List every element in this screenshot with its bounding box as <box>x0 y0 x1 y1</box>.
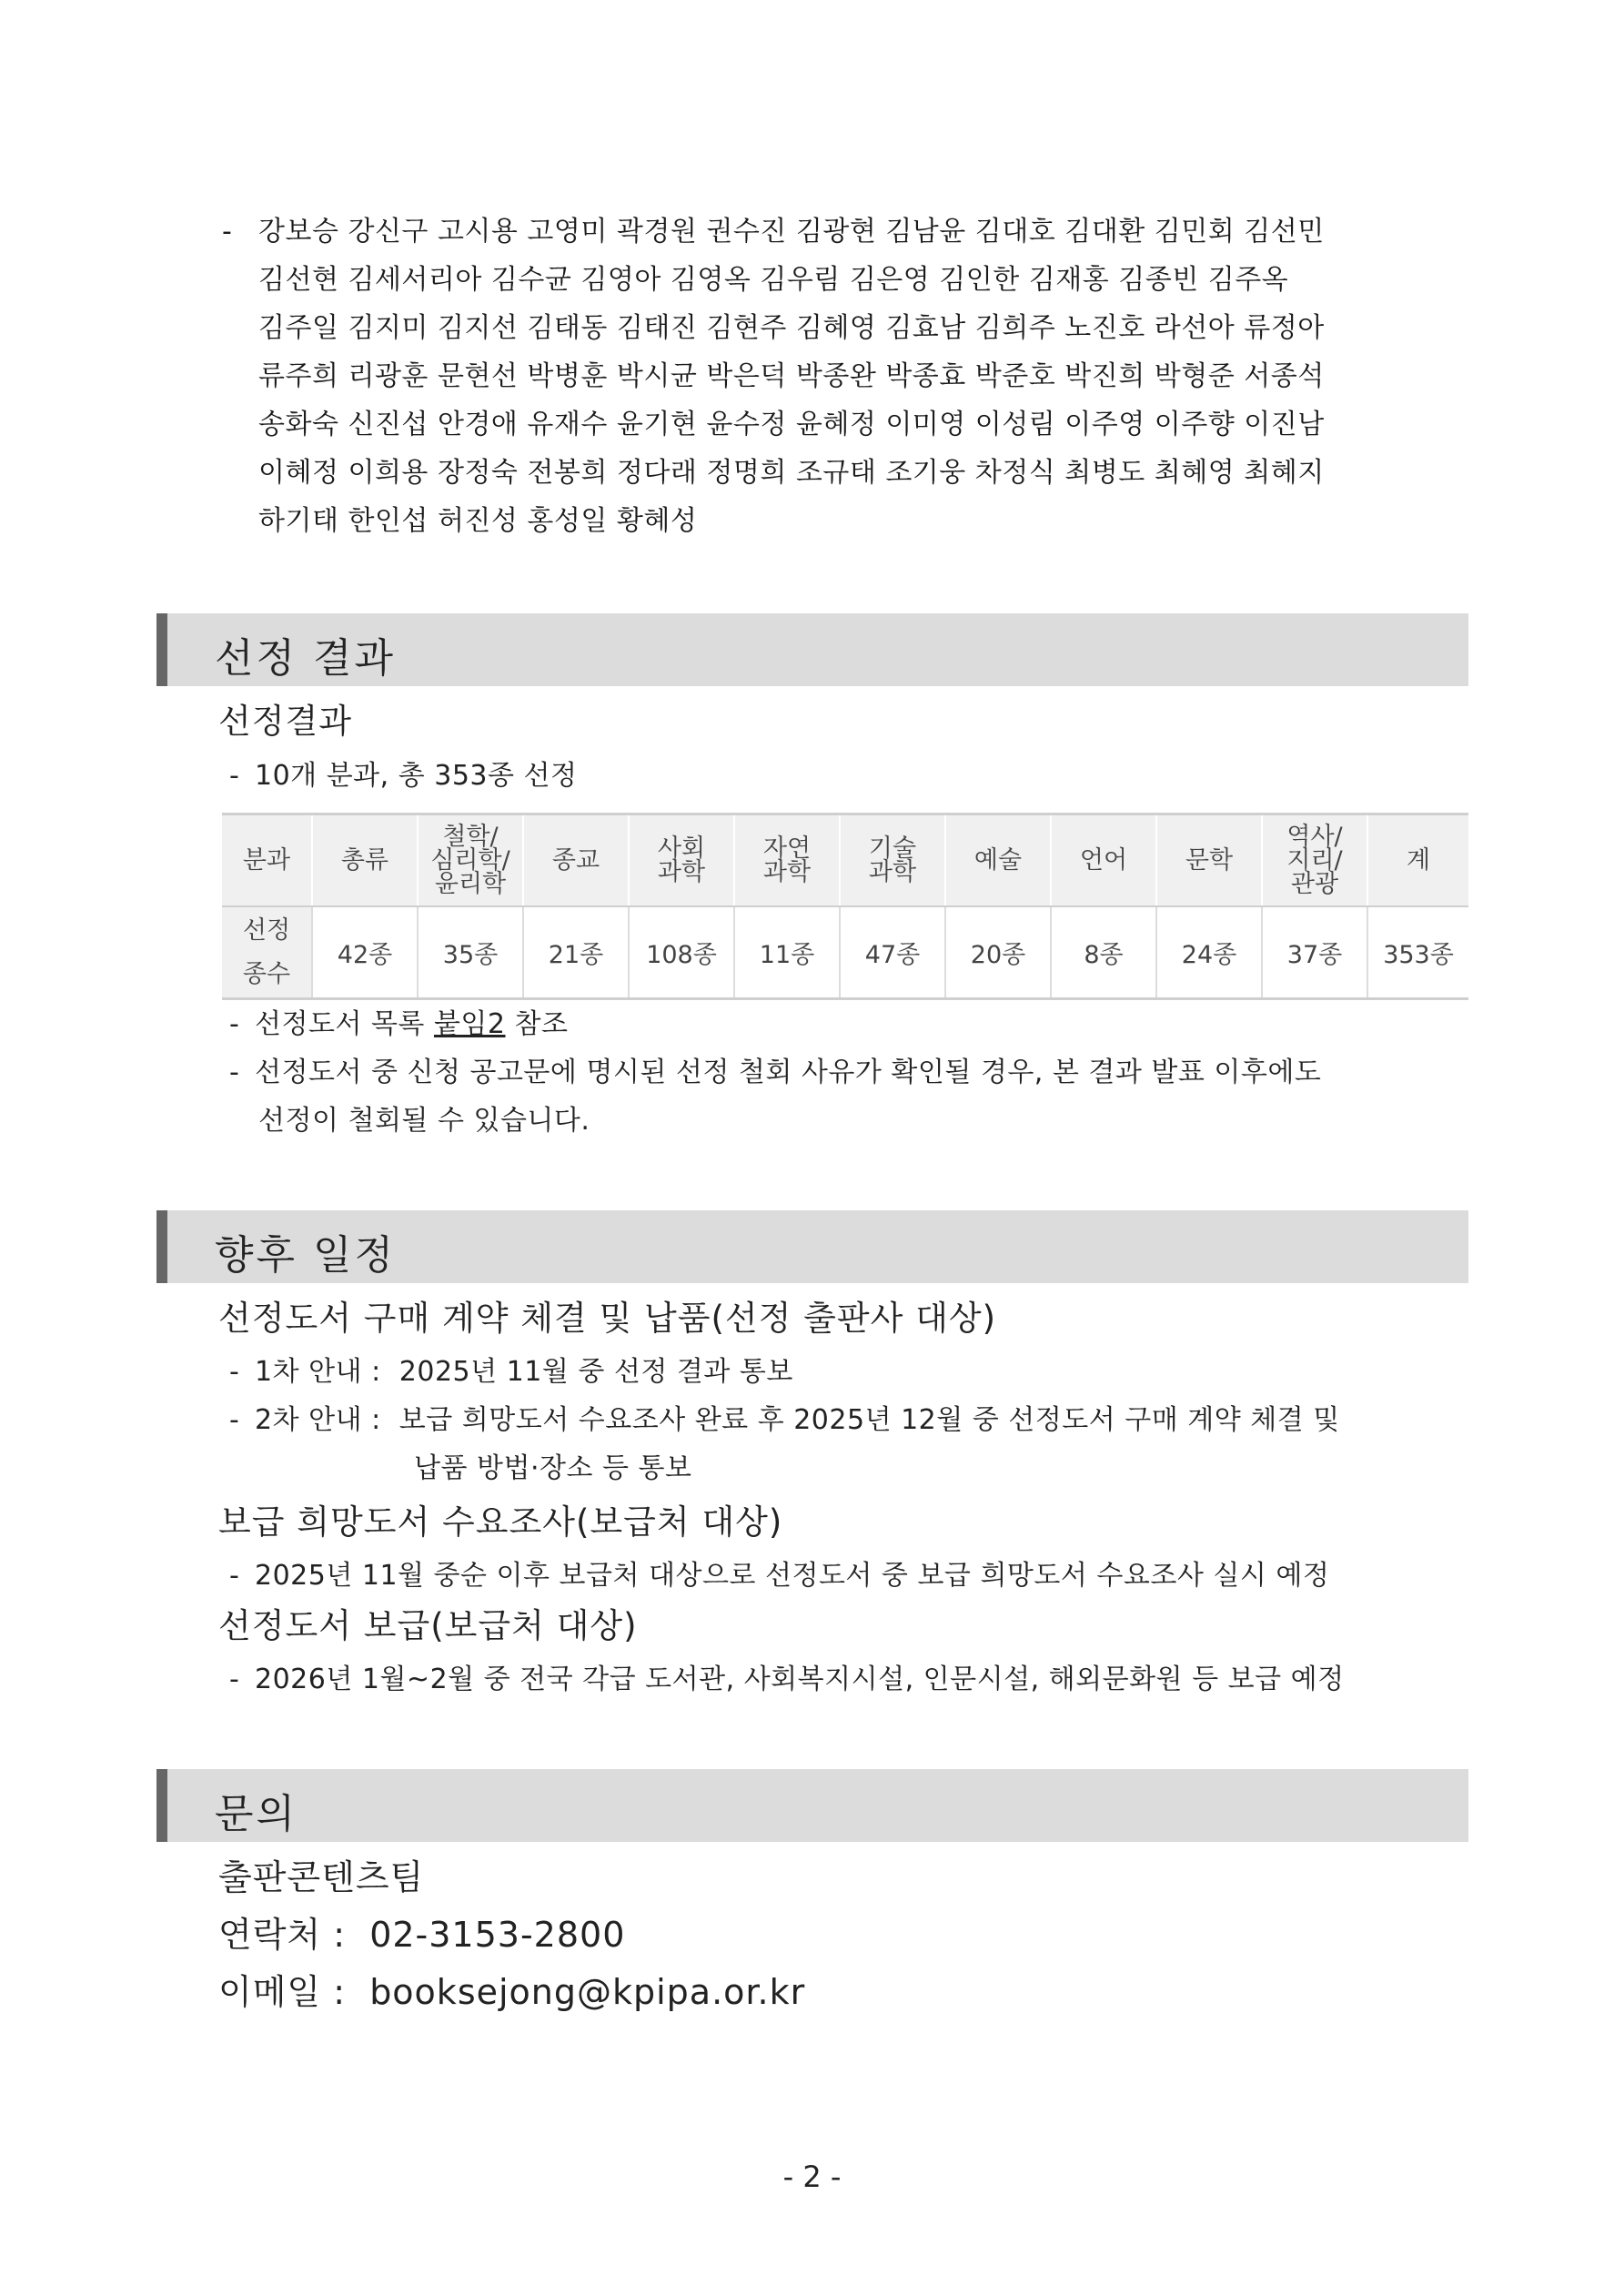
table-cell: 108종 <box>629 906 734 999</box>
schedule-second-notice: - 2차 안내 : 보급 희망도서 수요조사 완료 후 2025년 12월 중 선정도서 구매 계약 체결 및 <box>229 1404 1340 1436</box>
contact-team: 출판콘텐츠팀 <box>218 1857 425 1897</box>
table-cell: 37종 <box>1262 906 1367 999</box>
table-header-cell: 역사/ 지리/ 관광 <box>1262 814 1367 907</box>
table-cell: 21종 <box>523 906 629 999</box>
note-withdrawal-continued: 선정이 철회될 수 있습니다. <box>258 1105 590 1137</box>
section-header-schedule <box>156 1210 1468 1283</box>
contact-phone: 연락처 : 02-3153-2800 <box>218 1915 626 1955</box>
section-title: 문의 <box>215 1791 298 1837</box>
note-withdrawal: - 선정도서 중 신청 공고문에 명시된 선정 철회 사유가 확인될 경우, 본 결과 발표 이후에도 <box>229 1057 1322 1088</box>
table-header-cell: 언어 <box>1051 814 1156 907</box>
schedule-distribution-detail: - 2026년 1월~2월 중 전국 각급 도서관, 사회복지시설, 인문시설, 해외문화원 등 보급 예정 <box>229 1664 1345 1695</box>
section-title: 향후 일정 <box>215 1232 397 1279</box>
table-cell: 11종 <box>734 906 840 999</box>
table-row <box>222 906 1468 999</box>
table-header-cell: 기술 과학 <box>840 814 945 907</box>
schedule-first-notice: - 1차 안내 : 2025년 11월 중 선정 결과 통보 <box>229 1356 793 1388</box>
email-address[interactable]: booksejong@kpipa.or.kr <box>369 1972 806 2012</box>
note-attachment: - 선정도서 목록 붙임2 참조 <box>229 1008 569 1040</box>
table-header-cell: 계 <box>1367 814 1468 907</box>
name-row: 하기태 한인섭 허진성 홍성일 황혜성 <box>258 505 698 537</box>
reviewer-name-list <box>222 207 1446 545</box>
schedule-second-notice-continued: 납품 방법·장소 등 통보 <box>414 1452 692 1484</box>
attachment-link[interactable]: 붙임2 <box>433 1008 506 1040</box>
page-number: - 2 - <box>782 2159 842 2194</box>
name-row: 송화숙 신진섭 안경애 유재수 윤기현 윤수정 윤혜정 이미영 이성림 이주영 이주향 이진남 <box>258 409 1325 440</box>
table-cell: 8종 <box>1051 906 1156 999</box>
table-header-cell: 종교 <box>523 814 629 907</box>
schedule-subtitle-distribution: 선정도서 보급(보급처 대상) <box>218 1606 638 1645</box>
table-header-cell: 철학/ 심리학/ 윤리학 <box>418 814 523 907</box>
list-dash: - <box>222 216 232 248</box>
table-header-row <box>222 814 1468 907</box>
schedule-survey-detail: - 2025년 11월 중순 이후 보급처 대상으로 선정도서 중 보급 희망도서 수요조사 실시 예정 <box>229 1560 1330 1592</box>
table-cell: 42종 <box>312 906 418 999</box>
table-cell: 20종 <box>945 906 1051 999</box>
table-header-cell: 분과 <box>222 814 312 907</box>
table-cell: 47종 <box>840 906 945 999</box>
table-header-cell: 예술 <box>945 814 1051 907</box>
name-row: 이혜정 이희용 장정숙 전봉희 정다래 정명희 조규태 조기웅 차정식 최병도 최혜영 최혜지 <box>258 457 1325 489</box>
table-header-cell: 총류 <box>312 814 418 907</box>
results-subtitle: 선정결과 <box>218 702 352 741</box>
section-header-results <box>156 613 1468 686</box>
table-header-cell: 문학 <box>1156 814 1262 907</box>
table-cell: 24종 <box>1156 906 1262 999</box>
name-row: 김주일 김지미 김지선 김태동 김태진 김현주 김혜영 김효남 김희주 노진호 라선아 류정아 <box>258 312 1325 344</box>
name-row: 류주희 리광훈 문현선 박병훈 박시균 박은덕 박종완 박종효 박준호 박진희 박형준 서종석 <box>258 360 1325 392</box>
schedule-subtitle-survey: 보급 희망도서 수요조사(보급처 대상) <box>218 1502 783 1542</box>
table-header-cell: 사회 과학 <box>629 814 734 907</box>
table-cell: 35종 <box>418 906 523 999</box>
schedule-subtitle-contract: 선정도서 구매 계약 체결 및 납품(선정 출판사 대상) <box>218 1299 997 1338</box>
name-row: 강보승 강신구 고시용 고영미 곽경원 권수진 김광현 김남윤 김대호 김대환 김민회 김선민 <box>258 216 1325 248</box>
table-cell: 353종 <box>1367 906 1468 999</box>
section-header-inquiry <box>156 1769 1468 1842</box>
contact-email: 이메일 : booksejong@kpipa.or.kr <box>218 1972 806 2012</box>
name-row: 김선현 김세서리아 김수균 김영아 김영옥 김우림 김은영 김인한 김재홍 김종빈 김주옥 <box>258 264 1289 296</box>
results-table <box>222 813 1468 1000</box>
section-title: 선정 결과 <box>215 635 397 682</box>
table-row-header: 선정 종수 <box>222 906 312 999</box>
results-summary: - 10개 분과, 총 353종 선정 <box>229 760 578 792</box>
phone-number[interactable]: 02-3153-2800 <box>369 1915 626 1955</box>
table-header-cell: 자연 과학 <box>734 814 840 907</box>
